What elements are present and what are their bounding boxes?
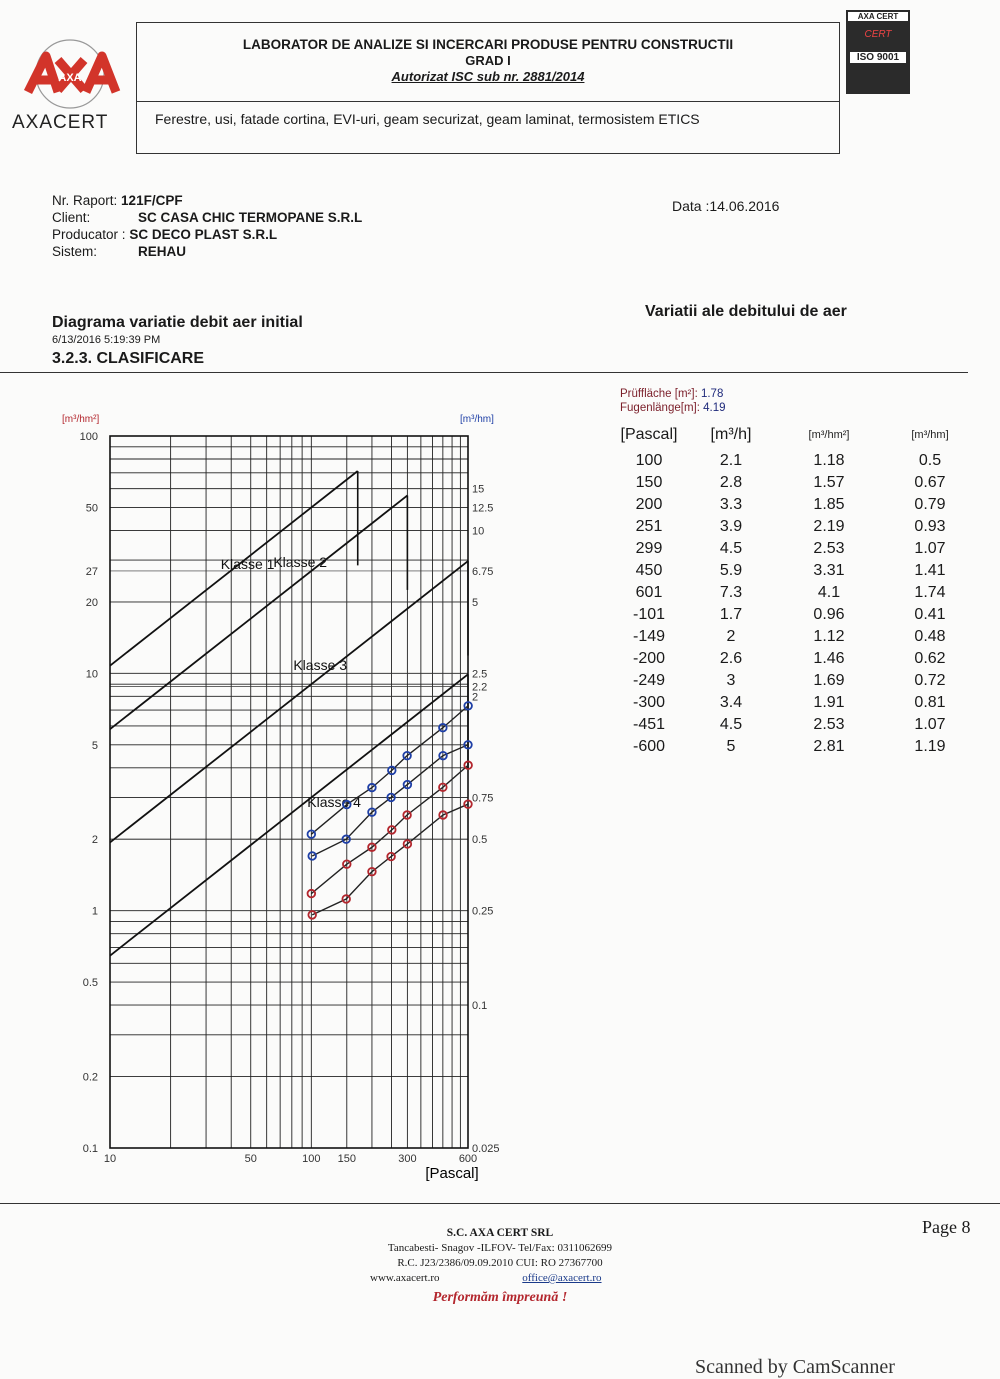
y-tick-right: 0.25 [472, 905, 494, 918]
table-cell: 1.46 [813, 650, 845, 667]
table-cell: -101 [632, 606, 666, 623]
cert-badge-line: ISO 9001 [850, 52, 906, 63]
class-lines [110, 471, 468, 956]
class-label: Klasse 2 [273, 553, 328, 570]
report-date: Data :14.06.2016 [672, 198, 780, 214]
client-label: Client: [52, 210, 91, 225]
table-cell: 7.3 [719, 584, 743, 601]
y-tick-left: 0.2 [82, 1071, 98, 1084]
table-cell: 3.4 [719, 694, 743, 711]
report-number-row [52, 192, 362, 209]
table-row [610, 604, 976, 626]
x-axis-label: [Pascal] [425, 1165, 479, 1182]
table-cell: 2.19 [813, 518, 845, 535]
table-cell: 299 [635, 540, 663, 557]
table-cell: 1.57 [813, 474, 845, 491]
table-cell: 2.53 [813, 716, 845, 733]
table-cell: 5 [726, 738, 736, 755]
sistem-value: REHAU [138, 244, 187, 259]
table-cell: 0.62 [914, 650, 946, 667]
table-cell: 0.72 [914, 672, 946, 689]
y-tick-right: 0.025 [472, 1143, 500, 1155]
area-value: 1.78 [700, 388, 724, 400]
table-cell: -300 [632, 694, 666, 711]
lab-title-block [137, 23, 839, 102]
test-params [620, 387, 726, 415]
y-tick-left: 27 [85, 565, 98, 578]
col-m3hm: [m³/hm] [911, 429, 949, 441]
class-line [110, 674, 468, 955]
cert-badge-line: CERT [864, 29, 892, 40]
table-cell: 150 [635, 474, 663, 491]
table-cell: 3.31 [813, 562, 845, 579]
chart-grid [110, 436, 468, 1148]
table-cell: 4.1 [817, 584, 841, 601]
table-row [610, 494, 976, 516]
table-row [610, 538, 976, 560]
class-line [110, 561, 468, 842]
sistem-row [52, 243, 362, 260]
table-cell: 1.07 [914, 540, 946, 557]
sistem-label: Sistem: [52, 244, 98, 259]
table-row [610, 648, 976, 670]
table-cell: 3 [726, 672, 736, 689]
y-tick-right: 2 [472, 691, 479, 704]
table-row [610, 714, 976, 736]
table-row [610, 472, 976, 494]
col-m3hm2: [m³/hm²] [808, 429, 850, 441]
col-pascal: [Pascal] [620, 426, 678, 443]
footer-web[interactable]: www.axacert.ro [370, 1272, 440, 1284]
table-cell: 2.53 [813, 540, 845, 557]
footer-slogan: Performăm împreună ! [432, 1290, 568, 1305]
y-tick-right: 0.1 [472, 1000, 488, 1013]
footer-company: S.C. AXA CERT SRL [446, 1227, 554, 1239]
table-cell: 3.3 [719, 496, 743, 513]
table-cell: 0.96 [813, 606, 845, 623]
area-row [620, 387, 726, 401]
x-tick: 100 [302, 1153, 321, 1165]
class-label: Klasse 4 [307, 793, 361, 810]
logo-text: AXACERT [12, 112, 109, 133]
x-tick: 600 [458, 1153, 478, 1165]
footer-divider [0, 1203, 1000, 1204]
x-tick: 150 [337, 1153, 356, 1165]
joint-label: Fugenlänge[m]: [620, 402, 700, 414]
table-cell: 1.41 [914, 562, 946, 579]
table-cell: 1.07 [914, 716, 946, 733]
table-cell: 0.5 [918, 452, 942, 469]
x-tick: 10 [103, 1153, 117, 1165]
y-tick-right: 0.5 [472, 834, 488, 847]
table-cell: 1.18 [813, 452, 845, 469]
y-tick-left: 2 [91, 834, 98, 847]
y-tick-left: 50 [85, 502, 98, 515]
axa-logo-icon [8, 30, 133, 112]
table-row [610, 582, 976, 604]
y-tick-right: 0.75 [472, 792, 494, 805]
area-label: Prüffläche [m²]: [620, 388, 698, 400]
lab-subtitle: Ferestre, usi, fatade cortina, EVI-uri, geam securizat, geam laminat, termosistem ETICS [155, 111, 700, 127]
table-cell: 0.79 [914, 496, 946, 513]
raport-value: 121F/CPF [121, 193, 183, 208]
table-cell: 0.81 [914, 694, 946, 711]
airflow-table [610, 426, 976, 758]
left-axis-label: [m³/hm²] [62, 414, 100, 425]
joint-value: 4.19 [703, 402, 726, 414]
table-cell: 0.93 [914, 518, 946, 535]
table-cell: 1.69 [813, 672, 845, 689]
footer [330, 1226, 670, 1305]
scan-note: Scanned by CamScanner [695, 1356, 895, 1378]
lab-header-box [136, 22, 840, 154]
page-number: Page 8 [922, 1217, 971, 1237]
table-row [610, 692, 976, 714]
table-cell: -149 [632, 628, 666, 645]
col-m3h: [m³/h] [710, 426, 752, 443]
y-tick-right: 10 [472, 525, 485, 538]
footer-links [330, 1271, 670, 1286]
cert-badge-line: AXA CERT [848, 12, 908, 21]
y-tick-right: 12.5 [472, 502, 494, 515]
footer-address: Tancabesti- Snagov -ILFOV- Tel/Fax: 0311062699 [387, 1242, 613, 1254]
table-row [610, 736, 976, 758]
table-row [610, 626, 976, 648]
x-tick: 50 [244, 1153, 257, 1165]
table-cell: 1.74 [914, 584, 946, 601]
footer-email[interactable]: office@axacert.ro [522, 1272, 602, 1284]
logo-name: AXA [58, 72, 82, 84]
table-cell: -249 [632, 672, 666, 689]
y-tick-right: 2.2 [472, 681, 488, 694]
table-cell: 2.8 [719, 474, 743, 491]
producator-value: SC DECO PLAST S.R.L [129, 227, 278, 242]
table-cell: -200 [632, 650, 666, 667]
x-tick: 300 [398, 1153, 417, 1165]
table-cell: 200 [635, 496, 663, 513]
joint-row [620, 401, 726, 415]
table-cell: 0.41 [914, 606, 946, 623]
table-cell: 0.48 [914, 628, 946, 645]
y-tick-right: 2.5 [472, 668, 488, 681]
y-tick-left: 10 [85, 668, 98, 681]
table-cell: 601 [635, 584, 663, 601]
class-label: Klasse 3 [293, 657, 348, 674]
table-row [610, 560, 976, 582]
y-tick-right: 5 [472, 596, 479, 609]
variatii-title: Variatii ale debitului de aer [645, 303, 847, 320]
table-cell: 1.91 [813, 694, 845, 711]
y-tick-left: 1 [91, 905, 98, 918]
table-cell: 2.1 [719, 452, 743, 469]
table-cell: 1.7 [719, 606, 743, 623]
table-cell: 4.5 [719, 716, 743, 733]
class-label: Klasse 1 [220, 556, 275, 573]
diagram-title: Diagrama variatie debit aer initial [52, 314, 303, 331]
client-value: SC CASA CHIC TERMOPANE S.R.L [138, 210, 363, 225]
table-cell: 450 [635, 562, 663, 579]
table-cell: 2.81 [813, 738, 845, 755]
y-tick-right: 6.75 [472, 565, 494, 578]
axis-labels [80, 431, 500, 1165]
table-cell: 1.19 [914, 738, 946, 755]
report-info [52, 192, 362, 260]
lab-authorization: Autorizat ISC sub nr. 2881/2014 [391, 69, 585, 84]
data-series [308, 702, 472, 919]
y-tick-left: 100 [79, 431, 98, 443]
table-cell: 5.9 [719, 562, 743, 579]
producator-row [52, 226, 362, 243]
y-tick-left: 20 [85, 596, 98, 609]
client-row [52, 209, 362, 226]
y-tick-left: 0.5 [82, 977, 98, 990]
y-tick-left: 5 [91, 739, 98, 752]
table-cell: -600 [632, 738, 666, 755]
table-cell: 1.12 [813, 628, 845, 645]
table-cell: 100 [635, 452, 663, 469]
right-axis-label: [m³/hm] [460, 414, 494, 425]
y-tick-right: 15 [472, 483, 485, 496]
classification-chart [0, 380, 560, 1200]
table-cell: 2.6 [719, 650, 743, 667]
raport-label: Nr. Raport: [52, 193, 118, 208]
section-heading: 3.2.3. CLASIFICARE [52, 350, 205, 367]
footer-rc: R.C. J23/2386/09.09.2010 CUI: RO 27367700 [397, 1257, 603, 1269]
iso-cert-badge [846, 10, 910, 94]
lab-title: LABORATOR DE ANALIZE SI INCERCARI PRODUSE PENTRU CONSTRUCTII [242, 37, 734, 52]
table-cell: 1.85 [813, 496, 845, 513]
y-tick-left: 0.1 [82, 1143, 98, 1155]
table-header-row [610, 426, 976, 450]
diagram-timestamp: 6/13/2016 5:19:39 PM [52, 334, 161, 346]
table-row [610, 516, 976, 538]
table-cell: 0.67 [914, 474, 946, 491]
section-divider [0, 372, 968, 373]
producator-label: Producator : [52, 227, 126, 242]
table-cell: -451 [632, 716, 666, 733]
table-cell: 3.9 [719, 518, 743, 535]
table-cell: 4.5 [719, 540, 743, 557]
table-cell: 251 [635, 518, 663, 535]
lab-grade: GRAD I [465, 53, 511, 68]
table-row [610, 670, 976, 692]
table-cell: 2 [726, 628, 736, 645]
plot-frame [110, 436, 468, 1148]
table-row [610, 450, 976, 472]
